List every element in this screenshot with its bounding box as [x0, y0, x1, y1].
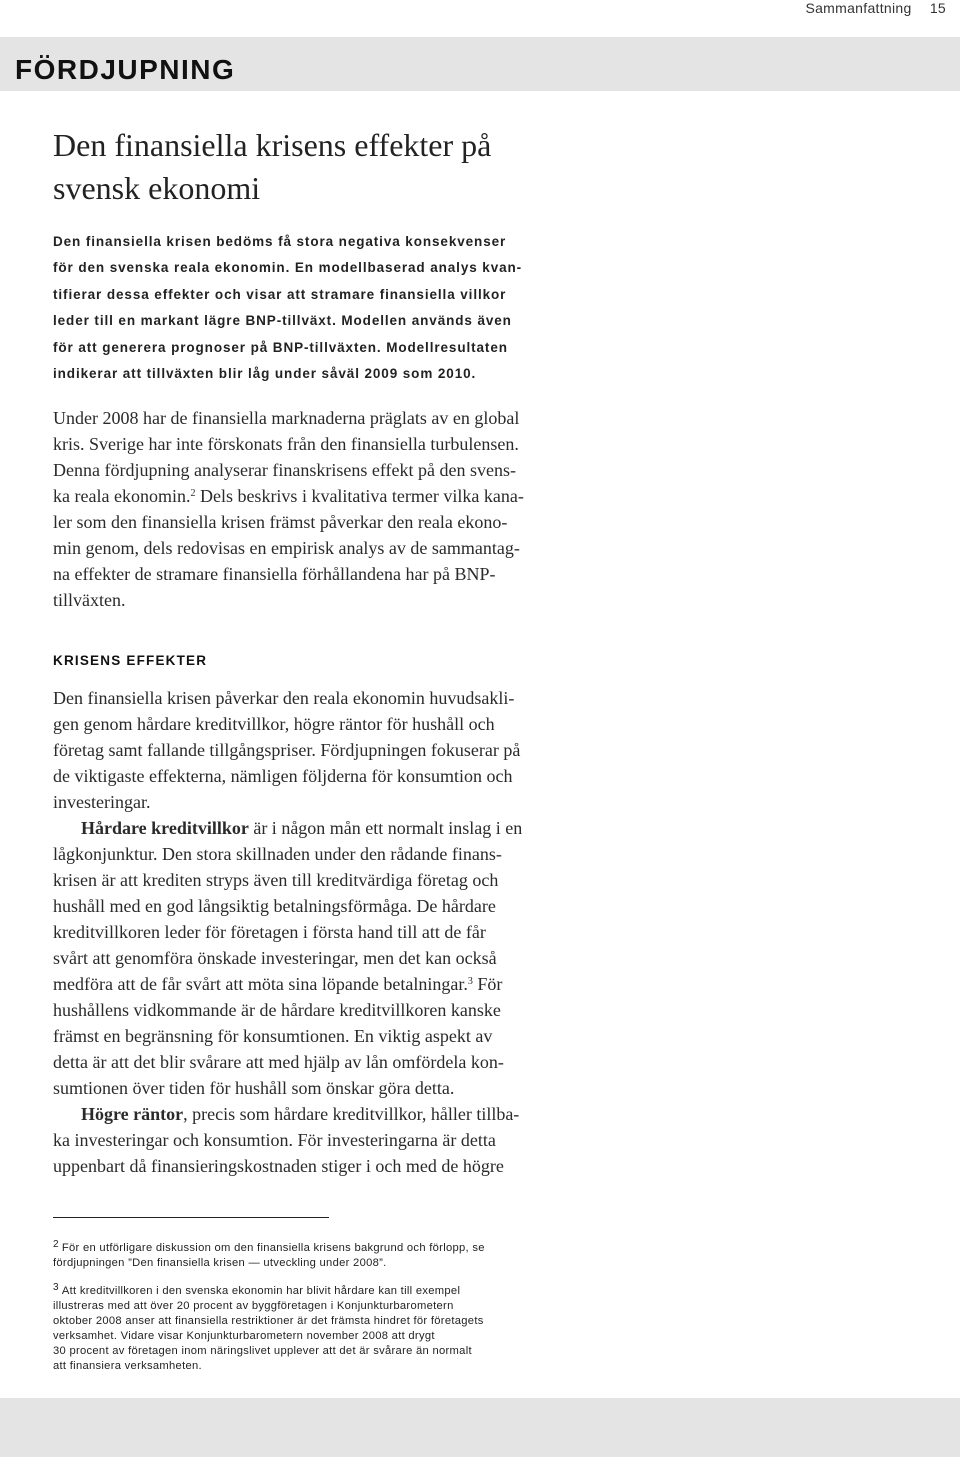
- intro-line: tillväxten.: [53, 590, 126, 611]
- body-line: [53, 1101, 593, 1127]
- footnote-line: 30 procent av företagen inom näringslivet upplever att det är svårare än normalt: [53, 1345, 472, 1357]
- body-line: ka investeringar och konsumtion. För investeringarna är detta: [53, 1130, 496, 1151]
- paragraph-1: [53, 685, 593, 815]
- footnote-3: [53, 1284, 613, 1374]
- body-line: [53, 815, 593, 841]
- section-label: FÖRDJUPNING: [15, 54, 236, 85]
- body-line: de viktigaste effekterna, nämligen följderna för konsumtion och: [53, 766, 513, 787]
- footnote-line: [53, 1241, 613, 1256]
- body-line: hushållens vidkommande är de hårdare kreditvillkoren kanske: [53, 1000, 501, 1021]
- footnote-2: [53, 1241, 613, 1271]
- section-heading: KRISENS EFFEKTER: [53, 653, 208, 669]
- bold-term: Högre räntor: [81, 1104, 184, 1125]
- title-line: Den finansiella krisens effekter på: [53, 127, 492, 163]
- running-head-section: Sammanfattning: [805, 0, 912, 16]
- page-number: 15: [929, 0, 946, 16]
- intro-paragraph: [53, 405, 593, 613]
- lead-line: för att generera prognoser på BNP-tillväxten. Modellresultaten: [53, 339, 508, 355]
- footnote-separator: [53, 1217, 329, 1218]
- footnote-line: illustreras med att över 20 procent av byggföretagen i Konjunkturbarometern: [53, 1300, 454, 1312]
- paragraph-2: [53, 815, 593, 1101]
- body-line: investeringar.: [53, 792, 151, 813]
- body-text: medföra att de får svårt att möta sina löpande betalningar.: [53, 974, 468, 995]
- intro-text: Dels beskrivs i kvalitativa termer vilka kana-: [195, 486, 524, 507]
- intro-line: Denna fördjupning analyserar finanskrisens effekt på den svens-: [53, 460, 517, 481]
- lead-paragraph: [53, 229, 573, 387]
- footnote-text: Att kreditvillkoren i den svenska ekonomin har blivit hårdare kan till exempel: [61, 1285, 461, 1297]
- footer-band: [0, 1398, 960, 1457]
- body-line: [53, 971, 593, 997]
- footnote-ref-3[interactable]: 3: [467, 976, 473, 988]
- intro-line: ler som den finansiella krisen främst påverkar den reala ekono-: [53, 512, 508, 533]
- footnote-number: 3: [53, 1282, 59, 1293]
- footnote-line: [53, 1284, 613, 1299]
- section-body: [53, 685, 593, 1179]
- body-line: svårt att genomföra önskade investeringar, men det kan också: [53, 948, 497, 969]
- body-text: , precis som hårdare kreditvillkor, håller tillba-: [183, 1104, 520, 1125]
- lead-line: leder till en markant lägre BNP-tillväxt. Modellen används även: [53, 313, 512, 329]
- lead-line: för den svenska reala ekonomin. En modellbaserad analys kvan-: [53, 260, 523, 276]
- intro-line: [53, 483, 593, 509]
- body-text: För: [472, 974, 503, 995]
- lead-line: indikerar att tillväxten blir låg under såväl 2009 som 2010.: [53, 366, 477, 382]
- intro-line: na effekter de stramare finansiella förhållandena har på BNP-: [53, 564, 496, 585]
- intro-line: kris. Sverige har inte förskonats från den finansiella turbulensen.: [53, 434, 519, 455]
- bold-term: Hårdare kreditvillkor: [81, 818, 249, 839]
- footnote-ref-2[interactable]: 2: [190, 488, 196, 500]
- body-line: Den finansiella krisen påverkar den reala ekonomin huvudsakli-: [53, 688, 515, 709]
- paragraph-3: [53, 1101, 593, 1179]
- body-text: är i någon mån ett normalt inslag i en: [248, 818, 523, 839]
- body-line: sumtionen över tiden för hushåll som önskar göra detta.: [53, 1078, 455, 1099]
- article: [53, 124, 593, 1179]
- intro-line: min genom, dels redovisas en empirisk analys av de sammantag-: [53, 538, 520, 559]
- footnote-line: fördjupningen ”Den finansiella krisen — utveckling under 2008”.: [53, 1257, 387, 1269]
- footnote-line: verksamhet. Vidare visar Konjunkturbarometern november 2008 att drygt: [53, 1330, 435, 1342]
- body-line: gen genom hårdare kreditvillkor, högre räntor för hushåll och: [53, 714, 495, 735]
- body-line: lågkonjunktur. Den stora skillnaden under den rådande finans-: [53, 844, 502, 865]
- intro-text: ka reala ekonomin.: [53, 486, 191, 507]
- footnote-line: oktober 2008 anser att finansiella restriktioner är det främsta hindret för företagets: [53, 1315, 484, 1327]
- footnote-number: 2: [53, 1239, 59, 1250]
- footnote-text: För en utförligare diskussion om den finansiella krisens bakgrund och förlopp, se: [61, 1242, 485, 1254]
- article-title: [53, 124, 613, 210]
- intro-line: Under 2008 har de finansiella marknaderna präglats av en global: [53, 408, 520, 429]
- body-line: uppenbart då finansieringskostnaden stiger i och med de högre: [53, 1156, 504, 1177]
- lead-line: Den finansiella krisen bedöms få stora negativa konsekvenser: [53, 234, 507, 249]
- body-line: främst en begränsning för konsumtionen. En viktig aspekt av: [53, 1026, 493, 1047]
- lead-line: tifierar dessa effekter och visar att stramare finansiella villkor: [53, 286, 507, 302]
- body-line: detta är att det blir svårare att med hjälp av lån omfördela kon-: [53, 1052, 504, 1073]
- body-line: kreditvillkoren leder för företagen i första hand till att de får: [53, 922, 486, 943]
- body-line: krisen är att krediten stryps även till kreditvärdiga företag och: [53, 870, 499, 891]
- running-head: [791, 0, 946, 20]
- body-line: företag samt fallande tillgångspriser. Fördjupningen fokuserar på: [53, 740, 521, 761]
- footnote-line: att finansiera verksamheten.: [53, 1360, 202, 1372]
- body-line: hushåll med en god långsiktig betalningsförmåga. De hårdare: [53, 896, 496, 917]
- title-line: svensk ekonomi: [53, 170, 261, 206]
- footnotes: [53, 1241, 613, 1374]
